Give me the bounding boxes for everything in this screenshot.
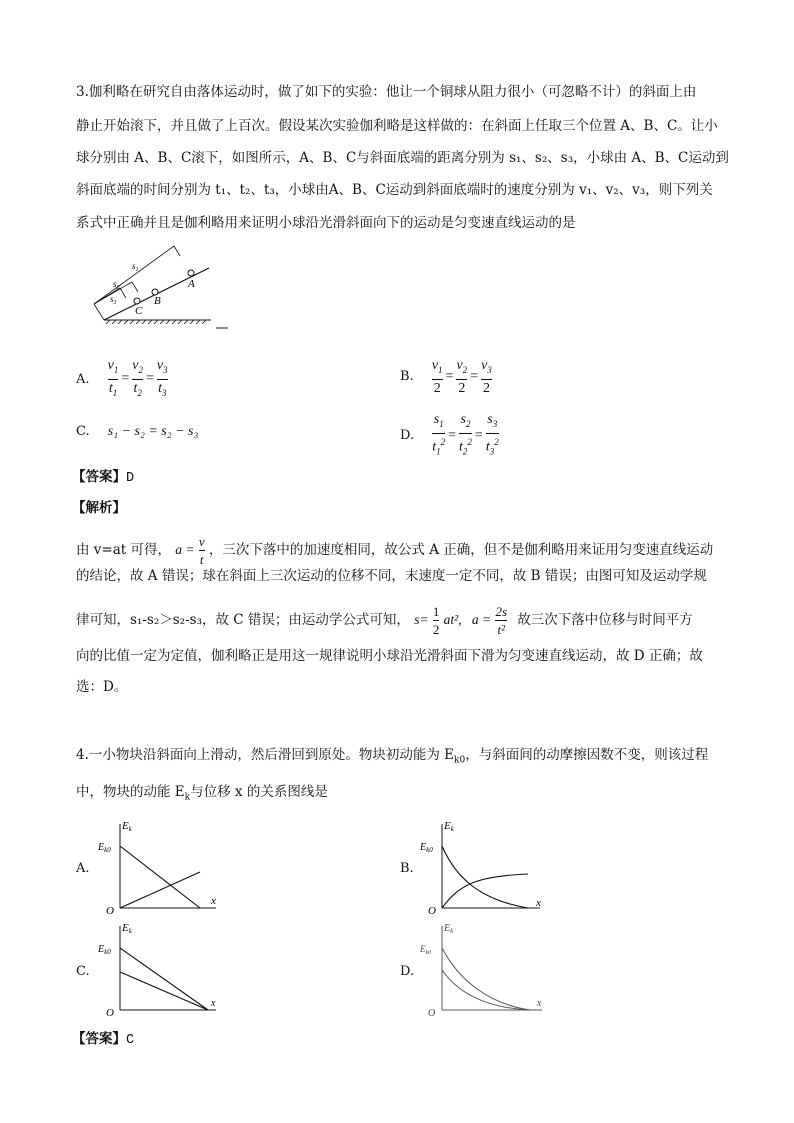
graph-a bbox=[98, 818, 223, 916]
q4-option-d: D. bbox=[400, 964, 415, 979]
graph-c bbox=[98, 920, 223, 1018]
svg-text:Ek0: $E_{k0}$ bbox=[420, 842, 433, 854]
q3-option-a: A. $\frac{v_1}{t_1}$ = $\frac{v_2}{t_2}$ = $\frac{v_3}{t_3}$ bbox=[76, 358, 168, 398]
q4-answer: 【答案】C bbox=[72, 1031, 135, 1048]
graph-b bbox=[420, 818, 550, 916]
svg-text:Ek: Ek bbox=[444, 820, 454, 833]
svg-text:O: O bbox=[106, 1007, 114, 1018]
svg-text:Ek0: $E_{k0}$ bbox=[420, 944, 432, 956]
svg-text:O: O bbox=[428, 1008, 436, 1018]
svg-text:x: x bbox=[211, 998, 216, 1009]
q3-analysis-line-1: 由 v=at 可得， a = $\frac{v}{t}$ ，三次下落中的加速度相同，故公式 A 正确，但不是伽利略用来证用匀变速直线运动 bbox=[76, 534, 714, 567]
svg-text:O: O bbox=[428, 905, 436, 916]
label-s2: $s_2$ bbox=[113, 279, 120, 291]
q3-line-5: 系式中正确并且是伽利略用来证明小球沿光滑斜面向下的运动是匀变速直线运动的是 bbox=[76, 215, 576, 231]
label-s3: $s_3$ bbox=[110, 294, 117, 306]
svg-text:x: x bbox=[537, 998, 542, 1009]
svg-text:Ek: Ek bbox=[122, 922, 132, 935]
graph-d bbox=[420, 920, 550, 1018]
q3-option-c: C. s₁ − s₂ = s₂ − s₃ bbox=[76, 424, 199, 439]
q4-line-1: 4.一小物块沿斜面向上滑动，然后滑回到原处。物块初动能为 $E_{k0}$，与斜面间的动摩擦因数不变，则该过程 bbox=[76, 747, 709, 766]
svg-text:Ek: Ek bbox=[122, 820, 132, 833]
q3-answer: 【答案】D bbox=[72, 469, 135, 486]
q4-option-b: B. bbox=[400, 861, 414, 876]
ball-a bbox=[188, 270, 194, 276]
label-b: B bbox=[154, 295, 161, 307]
svg-text:Ek: $E_k$ bbox=[444, 923, 454, 935]
q3-option-b: B. $\frac{v_1}{2}$ = $\frac{v_2}{2}$ = $\frac{v_3}{2}$ bbox=[400, 358, 492, 396]
label-s1: $s_1$ bbox=[132, 261, 139, 273]
svg-text:Ek0: $E_{k0}$ bbox=[98, 842, 111, 854]
ball-c bbox=[134, 298, 140, 304]
q3-analysis-label: 【解析】 bbox=[72, 500, 126, 516]
svg-text:O: O bbox=[106, 905, 114, 916]
q3-line-4: 斜面底端的时间分别为 t₁、t₂、t₃，小球由A、B、C运动到斜面底端时的速度分别为 v₁、v₂、v₃，则下列关 bbox=[76, 182, 713, 198]
q3-analysis-line-2: 的结论，故 A 错误；球在斜面上三次运动的位移不同，末速度一定不同，故 B 错误；由图可知及运动学规 bbox=[76, 568, 707, 584]
q3-line-1: 3.伽利略在研究自由落体运动时，做了如下的实验：他让一个铜球从阻力很小（可忽略不计）的斜面上由 bbox=[76, 84, 697, 100]
svg-text:Ek0: $E_{k0}$ bbox=[98, 944, 111, 956]
q4-option-c: C. bbox=[76, 964, 90, 979]
q3-line-2: 静止开始滚下，并且做了上百次。假设某次实验伽利略是这样做的：在斜面上任取三个位置 A、B、C。让小 bbox=[76, 118, 718, 134]
svg-text:x: x bbox=[211, 895, 216, 907]
q3-analysis-line-3: 律可知，s₁-s₂＞s₂-s₃，故 C 错误；由运动学公式可知， s= $\frac{1}{2}$ at², a = $\frac{2s}{\text{t²}}$ 故三次下落中位移与时间平方 bbox=[76, 604, 693, 637]
q3-line-3: 球分别由 A、B、C滚下，如图所示，A、B、C与斜面底端的距离分别为 s₁、s₂、s₃，小球由 A、B、C运动到 bbox=[76, 150, 729, 166]
q3-analysis-line-4: 向的比值一定为定值，伽利略正是用这一规律说明小球沿光滑斜面下滑为匀变速直线运动，故 D 正确；故 bbox=[76, 648, 703, 664]
svg-text:x: x bbox=[536, 897, 541, 909]
label-a: A bbox=[188, 278, 195, 290]
label-c: C bbox=[135, 305, 143, 317]
q3-analysis-line-5: 选：D。 bbox=[76, 679, 128, 695]
q3-option-d: D. $\frac{s_1}{t_1^2}$ = $\frac{s_2}{t_2^2}$ = $\frac{s_3}{t_3^2}$ bbox=[400, 412, 499, 457]
q4-line-2: 中，物块的动能 $E_k$与位移 x 的关系图线是 bbox=[76, 784, 328, 803]
q4-option-a: A. bbox=[76, 861, 90, 876]
incline-figure bbox=[76, 238, 236, 338]
